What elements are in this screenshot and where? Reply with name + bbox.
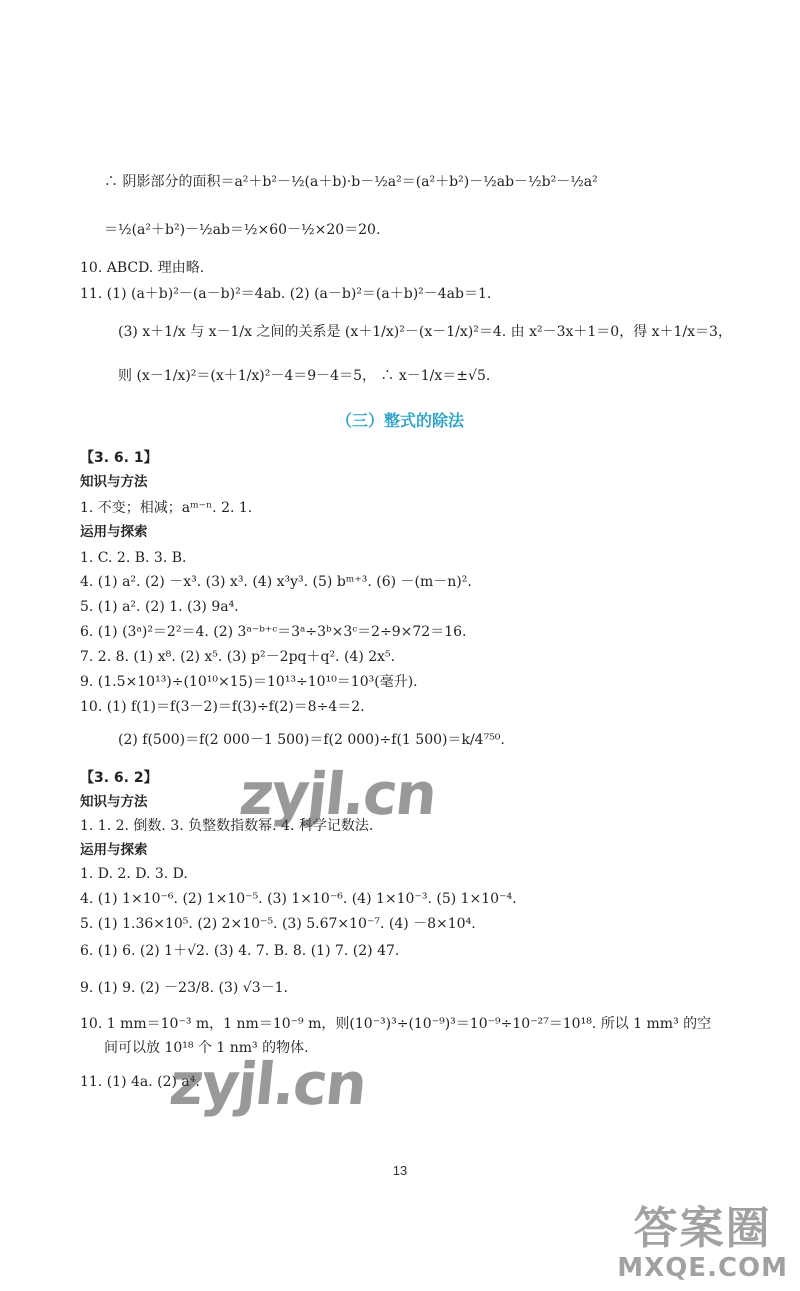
text-line: 7. 2. 8. (1) x⁸. (2) x⁵. (3) p²－2pq＋q². (4) 2x⁵.	[80, 649, 396, 665]
subsection-heading: 知识与方法	[80, 474, 148, 490]
text-line: 6. (1) (3ᵃ)²＝2²＝4. (2) 3ᵃ⁻ᵇ⁺ᶜ＝3ᵃ÷3ᵇ×3ᶜ＝2÷9×72＝16.	[80, 624, 467, 640]
text-line: 9. (1.5×10¹³)÷(10¹⁰×15)＝10¹³÷10¹⁰＝10³(毫升).	[80, 674, 418, 690]
watermark: zyjl.cn	[166, 1050, 369, 1118]
text-line: 11. (1) 4a. (2) a⁴.	[80, 1074, 200, 1090]
subsection-heading: 知识与方法	[80, 794, 148, 810]
section-heading: 【3. 6. 1】	[80, 450, 158, 466]
site-logo	[617, 1205, 788, 1283]
text-line: 5. (1) a². (2) 1. (3) 9a⁴.	[80, 599, 239, 615]
text-line: 5. (1) 1.36×10⁵. (2) 2×10⁻⁵. (3) 5.67×10⁻⁷. (4) －8×10⁴.	[80, 916, 476, 932]
page-number: 13	[392, 1163, 408, 1178]
chapter-title: （三）整式的除法	[335, 411, 464, 430]
subsection-heading: 运用与探索	[80, 842, 148, 858]
text-line: 6. (1) 6. (2) 1＋√2. (3) 4. 7. B. 8. (1) 7. (2) 47.	[80, 943, 400, 959]
text-line: 4. (1) a². (2) －x³. (3) x³. (4) x³y³. (5) bᵐ⁺³. (6) －(m－n)².	[80, 574, 472, 590]
text-line: 1. 1. 2. 倒数. 3. 负整数指数幂. 4. 科学记数法.	[80, 818, 374, 834]
text-line: 10. ABCD. 理由略.	[80, 260, 205, 276]
logo-text-cn: 答案圈	[633, 1203, 772, 1254]
subsection-heading: 运用与探索	[80, 524, 148, 540]
text-line: 1. 不变；相减；aᵐ⁻ⁿ. 2. 1.	[80, 500, 253, 516]
text-line: 9. (1) 9. (2) －23/8. (3) √3－1.	[80, 980, 288, 996]
section-heading: 【3. 6. 2】	[80, 770, 158, 786]
text-line: 则 (x－1/x)²＝(x＋1/x)²－4＝9－4＝5， ∴ x－1/x＝±√5.	[118, 368, 491, 384]
text-line: (3) x＋1/x 与 x－1/x 之间的关系是 (x＋1/x)²－(x－1/x)²＝4. 由 x²－3x＋1＝0，得 x＋1/x＝3，	[118, 324, 732, 340]
text-line: 1. C. 2. B. 3. B.	[80, 550, 187, 566]
text-line: 11. (1) (a＋b)²－(a－b)²＝4ab. (2) (a－b)²＝(a＋b)²－4ab＝1.	[80, 286, 492, 302]
logo-text-en: MXQE.COM	[617, 1253, 788, 1283]
text-line: 间可以放 10¹⁸ 个 1 nm³ 的物体.	[104, 1040, 309, 1056]
text-line: 10. (1) f(1)＝f(3－2)＝f(3)÷f(2)＝8÷4＝2.	[80, 699, 365, 715]
text-line: 10. 1 mm＝10⁻³ m，1 nm＝10⁻⁹ m，则(10⁻³)³÷(10⁻⁹)³＝10⁻⁹÷10⁻²⁷＝10¹⁸. 所以 1 mm³ 的空	[80, 1016, 712, 1032]
text-line: (2) f(500)＝f(2 000－1 500)＝f(2 000)÷f(1 500)＝k/4⁷⁵⁰.	[118, 732, 505, 748]
text-line: 1. D. 2. D. 3. D.	[80, 866, 188, 882]
text-line: ∴ 阴影部分的面积＝a²＋b²－½(a＋b)·b－½a²＝(a²＋b²)－½ab－½b²－½a²	[104, 174, 598, 190]
text-line: ＝½(a²＋b²)－½ab＝½×60－½×20＝20.	[104, 222, 381, 238]
watermark: zyjl.cn	[236, 760, 439, 828]
text-line: 4. (1) 1×10⁻⁶. (2) 1×10⁻⁵. (3) 1×10⁻⁶. (4) 1×10⁻³. (5) 1×10⁻⁴.	[80, 891, 517, 907]
